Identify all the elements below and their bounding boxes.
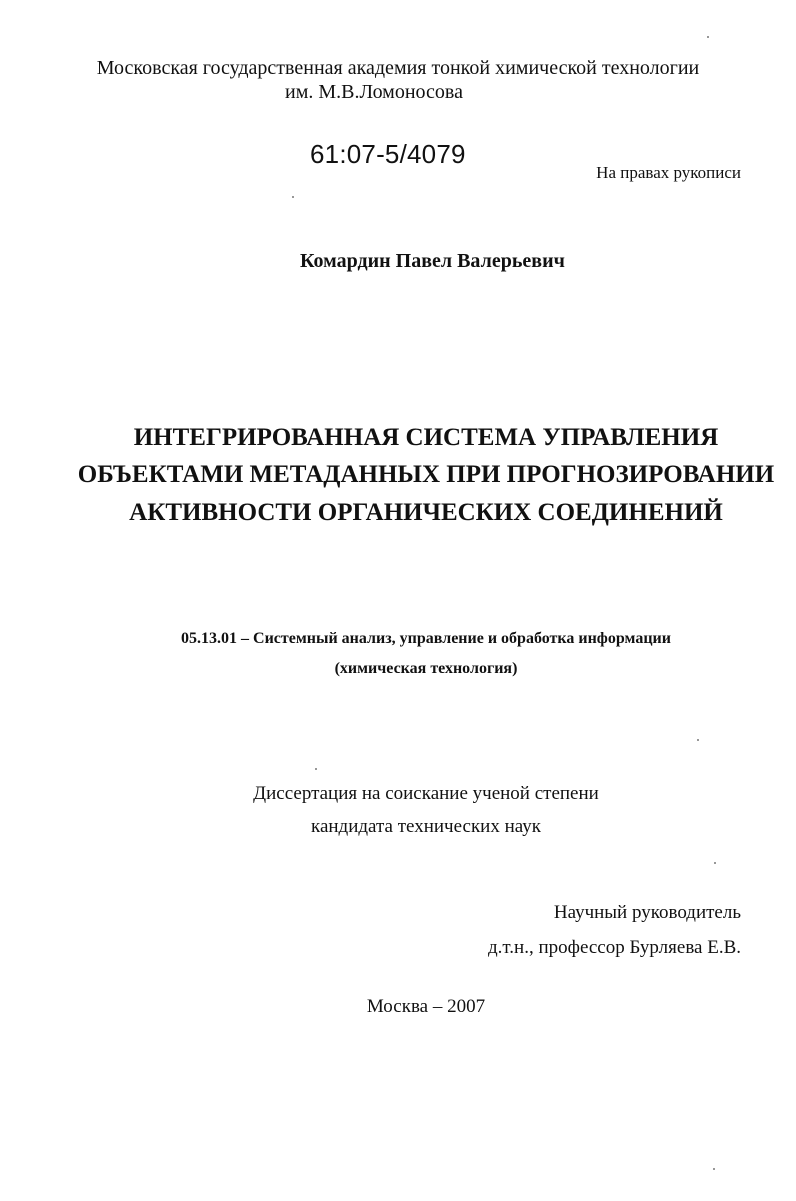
scan-speck: [292, 196, 294, 198]
specialty-field: (химическая технология): [334, 660, 518, 677]
scan-speck: [713, 1168, 715, 1170]
institution-name: Московская государственная академия тонкой химической технологии: [96, 57, 700, 79]
manuscript-rights-note: На правах рукописи: [596, 163, 741, 182]
scan-speck: [697, 739, 699, 741]
author-name: Комардин Павел Валерьевич: [300, 250, 565, 272]
dissertation-title-line-3: АКТИВНОСТИ ОРГАНИЧЕСКИХ СОЕДИНЕНИЙ: [129, 499, 723, 526]
dissertation-title-line-1: ИНТЕГРИРОВАННАЯ СИСТЕМА УПРАВЛЕНИЯ: [133, 424, 719, 451]
catalog-number: 61:07-5/4079: [310, 139, 466, 169]
degree-title: кандидата технических наук: [311, 816, 541, 837]
specialty-code: 05.13.01 – Системный анализ, управление и обработка информации: [181, 630, 671, 647]
scan-speck: [707, 36, 709, 38]
scan-speck: [714, 862, 716, 864]
degree-statement: Диссертация на соискание ученой степени: [253, 783, 599, 804]
institution-name-suffix: им. М.В.Ломоносова: [285, 81, 463, 103]
supervisor-name: д.т.н., профессор Бурляева Е.В.: [488, 937, 741, 958]
supervisor-label: Научный руководитель: [553, 902, 741, 923]
dissertation-title-line-2: ОБЪЕКТАМИ МЕТАДАННЫХ ПРИ ПРОГНОЗИРОВАНИИ: [77, 461, 775, 488]
scan-speck: [315, 768, 317, 770]
city-year: Москва – 2007: [366, 996, 486, 1017]
